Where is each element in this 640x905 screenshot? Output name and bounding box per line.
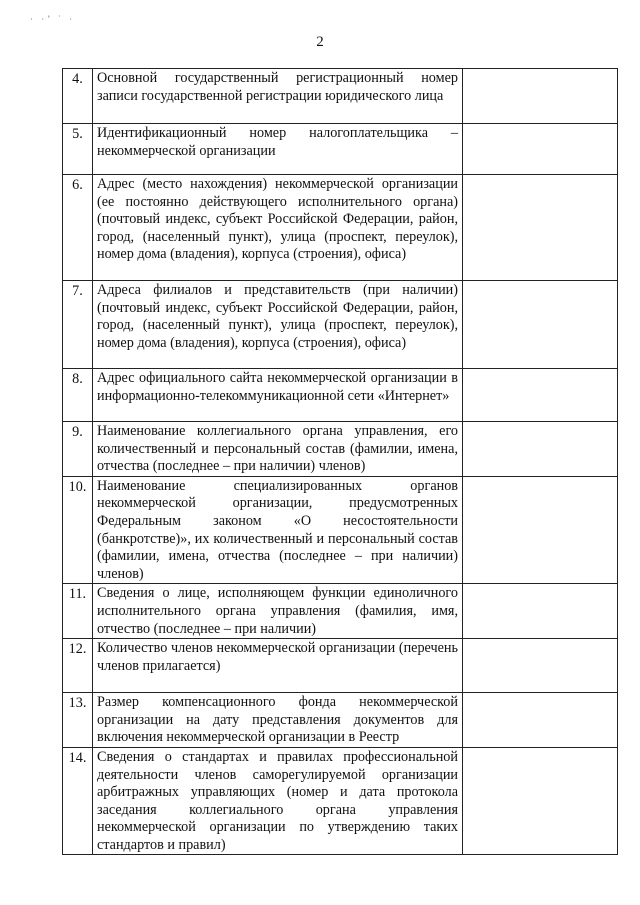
table-row [63,281,618,369]
row-value-cell[interactable] [463,747,618,855]
table-row [63,422,618,477]
table-row [63,369,618,422]
row-number: 7. [63,281,93,369]
row-value-cell[interactable] [463,281,618,369]
row-description: Идентификационный номер налогоплательщика – некоммерческой организации [93,124,463,175]
row-number: 11. [63,584,93,639]
row-number: 12. [63,639,93,693]
table-row [63,124,618,175]
registry-form-table [62,68,618,855]
row-number: 8. [63,369,93,422]
row-number: 13. [63,693,93,748]
table-row [63,693,618,748]
row-value-cell[interactable] [463,422,618,477]
row-number: 9. [63,422,93,477]
row-description: Наименование специализированных органов некоммерческой организации, предусмотренных Федеральным законом «О несостоятельности (банкротстве)», их количественный и персональный состав (фамилии, имена, отчества (последнее – при наличии) членов) [93,476,463,584]
row-value-cell[interactable] [463,69,618,124]
table-row [63,747,618,855]
row-number: 5. [63,124,93,175]
row-description: Адрес официального сайта некоммерческой организации в информационно-телекоммуникационной сети «Интернет» [93,369,463,422]
row-description: Адрес (место нахождения) некоммерческой организации (ее постоянно действующего исполнительного органа) (почтовый индекс, субъект Российской Федерации, район, город, (населенный пункт), улица (проспект, переулок), номер дома (владения), корпуса (строения), офиса) [93,175,463,281]
row-value-cell[interactable] [463,584,618,639]
row-description: Размер компенсационного фонда некоммерческой организации на дату представления документов для включения некоммерческой организации в Реестр [93,693,463,748]
table-row [63,476,618,584]
row-description: Основной государственный регистрационный номер записи государственной регистрации юридического лица [93,69,463,124]
table-row [63,584,618,639]
row-description: Сведения о стандартах и правилах профессиональной деятельности членов саморегулируемой организации арбитражных управляющих (номер и дата протокола заседания коллегиального органа управления некоммерческой организации по утверждению таких стандартов и правил) [93,747,463,855]
row-number: 14. [63,747,93,855]
table-row [63,175,618,281]
row-description: Наименование коллегиального органа управления, его количественный и персональный состав (фамилии, имена, отчества (последнее – при наличии) членов) [93,422,463,477]
row-number: 10. [63,476,93,584]
row-description: Адреса филиалов и представительств (при наличии) (почтовый индекс, субъект Российской Федерации, район, город, (населенный пункт), улица (проспект, переулок), номер дома (владения), корпуса (строения), офиса) [93,281,463,369]
row-description: Количество членов некоммерческой организации (перечень членов прилагается) [93,639,463,693]
row-value-cell[interactable] [463,175,618,281]
scan-marks: · ·’ ˙ · [30,14,76,24]
row-number: 4. [63,69,93,124]
row-value-cell[interactable] [463,124,618,175]
table-row [63,69,618,124]
row-description: Сведения о лице, исполняющем функции единоличного исполнительного органа управления (фамилия, имя, отчество (последнее – при наличии) [93,584,463,639]
page-number: 2 [316,34,324,50]
row-number: 6. [63,175,93,281]
table-row [63,639,618,693]
row-value-cell[interactable] [463,639,618,693]
row-value-cell[interactable] [463,476,618,584]
row-value-cell[interactable] [463,693,618,748]
row-value-cell[interactable] [463,369,618,422]
